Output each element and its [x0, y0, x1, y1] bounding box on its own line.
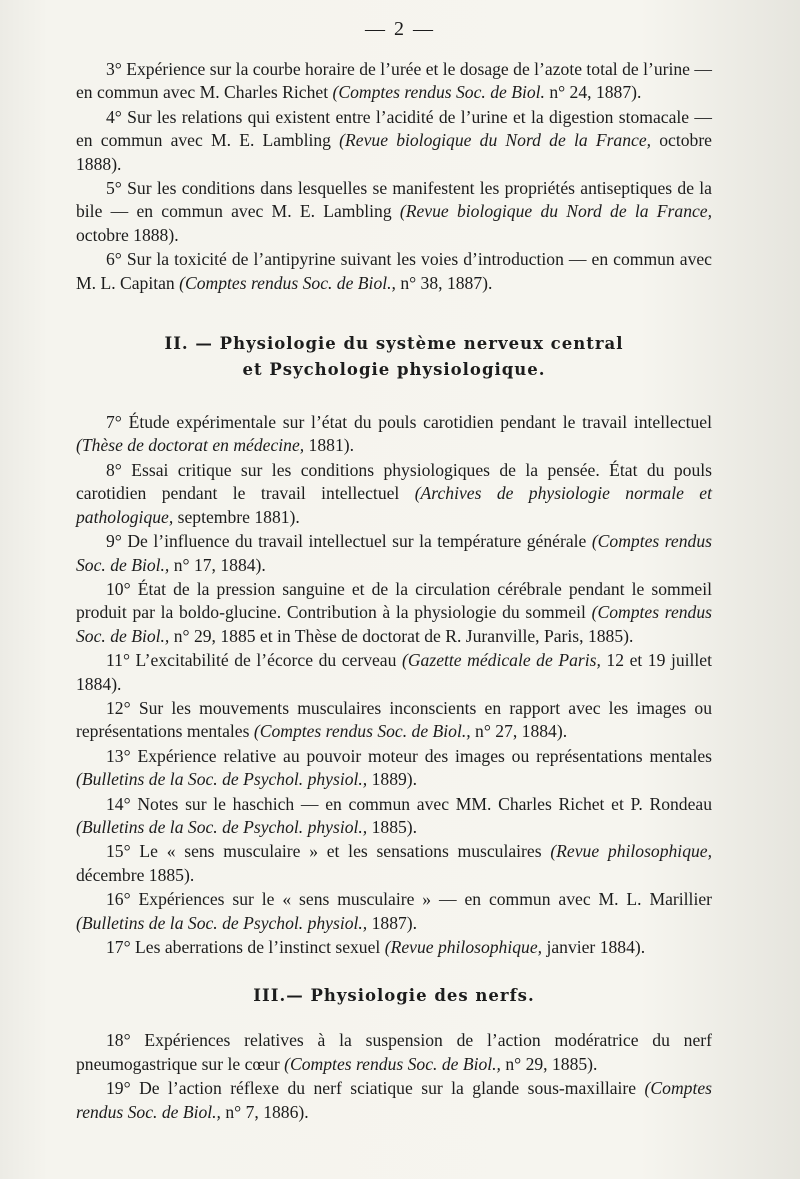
- entry-text: Expérience sur la courbe horaire de l’urée et le dosage de l’azote total de l’urine — en commun avec M. Charles Richet: [76, 59, 712, 103]
- entry-number: 14°: [106, 793, 131, 814]
- entries-group-a: [76, 58, 712, 295]
- section-heading-3: [76, 983, 712, 1009]
- entry-text: Le « sens musculaire » et les sensations musculaires: [139, 841, 542, 862]
- bibliography-entry: [76, 888, 712, 935]
- bibliography-entry: [76, 1029, 712, 1076]
- section-heading-line: III.— Physiologie des nerfs.: [253, 986, 535, 1006]
- entry-reference: (Bulletins de la Soc. de Psychol. physiol.,: [76, 816, 368, 837]
- bibliography-entry: [76, 840, 712, 887]
- entry-text: De l’action réflexe du nerf sciatique sur la glande sous-maxillaire: [139, 1078, 637, 1099]
- entry-tail: décembre 1885).: [76, 864, 195, 885]
- entry-tail: n° 24, 1887).: [544, 82, 642, 103]
- entry-reference: (Comptes rendus Soc. de Biol.,: [179, 272, 396, 293]
- entry-reference: (Bulletins de la Soc. de Psychol. physiol.,: [76, 912, 368, 933]
- entry-number: 6°: [106, 249, 122, 270]
- entry-number: 9°: [106, 531, 122, 552]
- bibliography-entry: [76, 745, 712, 792]
- entry-reference: (Comptes rendus Soc. de Biol.,: [284, 1053, 501, 1074]
- entry-reference: (Bulletins de la Soc. de Psychol. physiol.,: [76, 769, 368, 790]
- entry-reference: (Revue biologique du Nord de la France,: [339, 130, 652, 151]
- entry-text: État de la pression sanguine et de la circulation cérébrale pendant le sommeil produit par la boldo-glucine. Contribution à la physiologie du sommeil: [76, 578, 713, 623]
- entry-text: Expériences relatives à la suspension de l’action modératrice du nerf pneumogastrique sur le cœur: [76, 1030, 712, 1074]
- entry-tail: n° 7, 1886).: [220, 1101, 309, 1122]
- entry-number: 16°: [106, 889, 131, 910]
- bibliography-entry: [76, 578, 712, 648]
- bibliography-entry: [76, 177, 712, 247]
- entry-tail: septembre 1881).: [173, 506, 300, 527]
- bibliography-entry: [76, 1077, 712, 1124]
- entry-number: 13°: [106, 745, 131, 766]
- bibliography-entry: [76, 936, 712, 959]
- entry-text: Notes sur le haschich — en commun avec MM. Charles Richet et P. Rondeau: [137, 793, 712, 814]
- entry-text: De l’influence du travail intellectuel sur la température générale: [127, 531, 587, 552]
- section-heading-2: [76, 331, 712, 383]
- entry-reference: (Revue biologique du Nord de la France,: [399, 201, 713, 222]
- entry-number: 17°: [106, 937, 131, 957]
- entry-number: 5°: [106, 178, 122, 199]
- entry-text: Sur la toxicité de l’antipyrine suivant les voies d’introduction — en commun avec M. L. Capitan: [76, 249, 712, 293]
- entry-text: Les aberrations de l’instinct sexuel: [135, 937, 381, 957]
- entry-number: 3°: [106, 59, 122, 79]
- bibliography-entry: [76, 649, 712, 696]
- entry-number: 4°: [106, 106, 122, 127]
- entry-number: 11°: [106, 650, 130, 671]
- entry-reference: (Revue philosophique,: [384, 937, 543, 957]
- bibliography-entry: [76, 793, 712, 840]
- section-heading-line: et Psychologie physiologique.: [242, 360, 546, 380]
- entry-number: 10°: [106, 578, 131, 599]
- entry-tail: octobre 1888).: [76, 224, 179, 245]
- entry-reference: (Comptes rendus Soc. de Biol.,: [76, 602, 712, 646]
- entry-tail: 12 et 19 juillet 1884).: [76, 650, 713, 694]
- entry-text: L’excitabilité de l’écorce du cerveau: [135, 650, 397, 671]
- bibliography-entry: [76, 58, 712, 105]
- bibliography-entry: [76, 530, 712, 577]
- entry-number: 19°: [106, 1078, 131, 1099]
- entry-tail: 1885).: [367, 816, 418, 837]
- entry-reference: (Comptes rendus Soc. de Biol.,: [76, 1078, 712, 1122]
- entry-tail: n° 29, 1885 et in Thèse de doctorat de R. Juranville, Paris, 1885).: [169, 625, 634, 646]
- entry-text: Expérience relative au pouvoir moteur des images ou représentations mentales: [137, 745, 712, 766]
- entry-number: 7°: [106, 412, 122, 433]
- entry-number: 12°: [106, 697, 131, 718]
- entry-text: Essai critique sur les conditions physiologiques de la pensée. État du pouls carotidien pendant le travail intellectuel: [76, 459, 712, 504]
- entry-number: 15°: [106, 841, 131, 862]
- entry-number: 18°: [106, 1030, 131, 1051]
- entry-tail: 1881).: [304, 435, 354, 456]
- entry-text: Sur les conditions dans lesquelles se manifestent les propriétés antiseptiques de la bile — en commun avec M. E. Lambling: [76, 178, 712, 222]
- entry-text: Étude expérimentale sur l’état du pouls carotidien pendant le travail intellectuel: [128, 412, 713, 433]
- entry-reference: (Comptes rendus Soc. de Biol.: [332, 82, 545, 103]
- entry-tail: octobre 1888).: [76, 130, 712, 174]
- entry-tail: n° 27, 1884).: [470, 721, 568, 742]
- entry-reference: (Comptes rendus Soc. de Biol.,: [253, 721, 471, 742]
- entry-text: Sur les relations qui existent entre l’acidité de l’urine et la digestion stomacale — en commun avec M. E. Lambling: [76, 106, 712, 151]
- entries-group-b: [76, 411, 712, 959]
- entry-tail: 1887).: [367, 912, 418, 933]
- entry-tail: 1889).: [367, 769, 418, 790]
- entries-group-c: [76, 1029, 712, 1124]
- entry-tail: n° 17, 1884).: [169, 554, 266, 575]
- bibliography-entry: [76, 459, 712, 529]
- bibliography-entry: [76, 248, 712, 295]
- entry-number: 8°: [106, 459, 122, 480]
- page-content: [76, 58, 712, 1125]
- entry-reference: (Comptes rendus Soc. de Biol.,: [76, 531, 712, 575]
- bibliography-entry: [76, 106, 712, 176]
- section-heading-line: II. — Physiologie du système nerveux central: [164, 334, 624, 354]
- entry-tail: n° 38, 1887).: [395, 272, 493, 293]
- entry-reference: (Gazette médicale de Paris,: [401, 650, 601, 671]
- bibliography-entry: [76, 697, 712, 744]
- entry-text: Sur les mouvements musculaires inconscients en rapport avec les images ou représentations mentales: [76, 697, 712, 742]
- entry-reference: (Archives de physiologie normale et pathologique,: [76, 483, 712, 527]
- entry-tail: n° 29, 1885).: [500, 1053, 598, 1074]
- page-number: — 2 —: [365, 18, 435, 40]
- entry-reference: (Revue philosophique,: [550, 841, 712, 862]
- entry-tail: janvier 1884).: [542, 937, 646, 957]
- entry-reference: (Thèse de doctorat en médecine,: [76, 435, 305, 456]
- bibliography-entry: [76, 411, 712, 458]
- entry-text: Expériences sur le « sens musculaire » — en commun avec M. L. Marillier: [138, 889, 712, 910]
